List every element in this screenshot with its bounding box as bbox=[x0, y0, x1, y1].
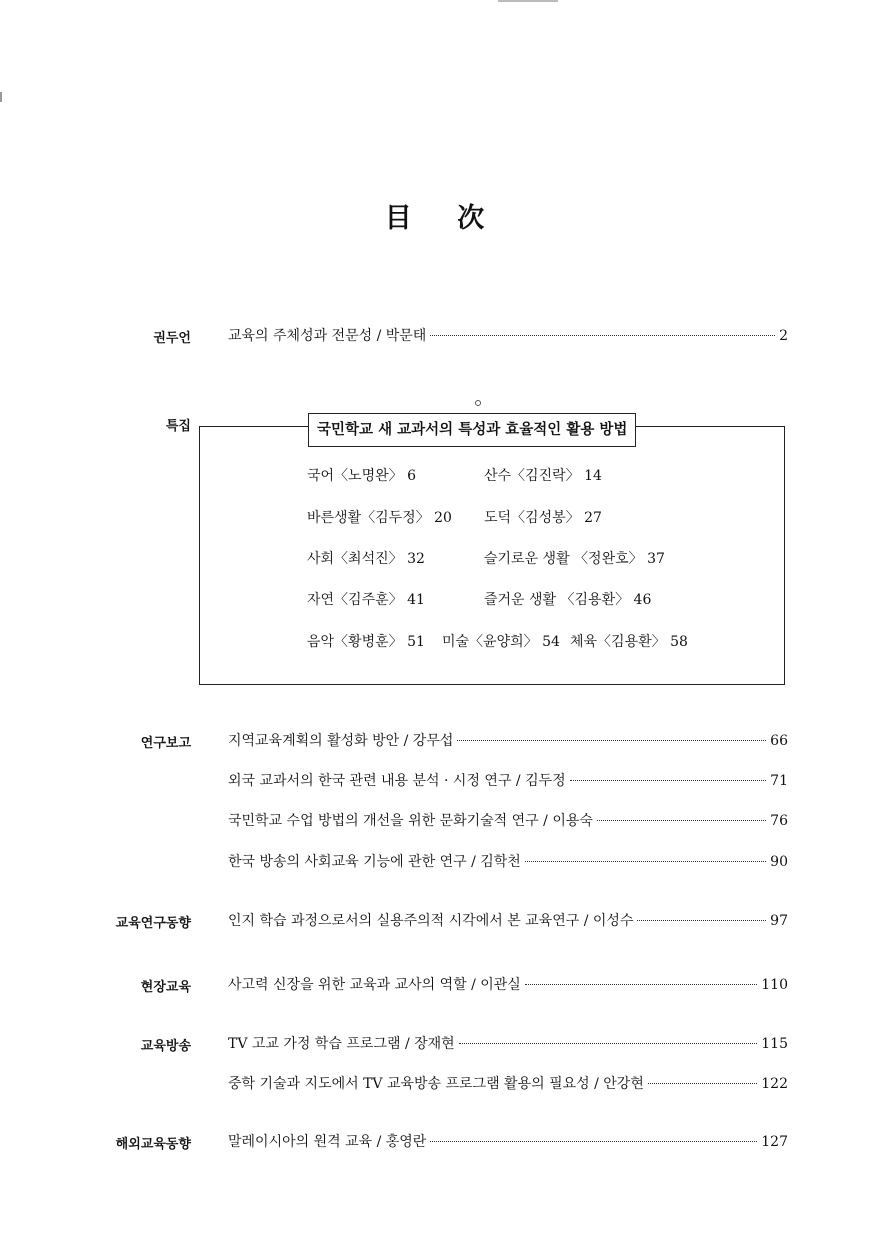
toc-entry[interactable] bbox=[228, 810, 788, 830]
leader-dots bbox=[457, 740, 766, 741]
special-item[interactable]: 음악〈황병훈〉 51 bbox=[307, 634, 425, 650]
toc-entry[interactable] bbox=[228, 730, 788, 750]
special-item[interactable]: 슬기로운 생활 〈정완호〉 37 bbox=[484, 551, 665, 567]
entry-page: 76 bbox=[770, 813, 788, 829]
leader-dots bbox=[637, 920, 766, 921]
toc-entry[interactable] bbox=[228, 851, 788, 871]
special-item[interactable]: 체육〈김용환〉 58 bbox=[570, 634, 688, 650]
entry-page: 66 bbox=[770, 733, 788, 749]
toc-entry[interactable] bbox=[228, 910, 788, 930]
section-label-trends: 교육연구동향 bbox=[115, 916, 191, 931]
entry-title: 지역교육계획의 활성화 방안 / 강무섭 bbox=[228, 733, 454, 749]
entry-page: 115 bbox=[761, 1036, 788, 1052]
entry-page: 71 bbox=[770, 773, 788, 789]
entry-title: 말레이시아의 원격 교육 / 홍영란 bbox=[228, 1134, 427, 1150]
page-title: 目 次 bbox=[384, 203, 503, 234]
entry-title: 인지 학습 과정으로서의 실용주의적 시각에서 본 교육연구 / 이성수 bbox=[228, 913, 634, 929]
special-item[interactable]: 바른생활〈김두정〉 20 bbox=[307, 510, 452, 526]
section-label-foreword: 권두언 bbox=[153, 331, 191, 346]
leader-dots bbox=[570, 780, 767, 781]
entry-title: 외국 교과서의 한국 관련 내용 분석 · 시정 연구 / 김두정 bbox=[228, 773, 566, 789]
leader-dots bbox=[430, 335, 775, 336]
toc-entry[interactable] bbox=[228, 1033, 788, 1053]
toc-entry[interactable] bbox=[228, 1131, 788, 1151]
special-item[interactable]: 산수〈김진락〉 14 bbox=[484, 468, 602, 484]
entry-page: 122 bbox=[761, 1076, 788, 1092]
entry-page: 90 bbox=[770, 854, 788, 870]
special-item[interactable]: 자연〈김주훈〉 41 bbox=[307, 592, 425, 608]
toc-entry[interactable] bbox=[228, 1073, 788, 1093]
leader-dots bbox=[525, 984, 757, 985]
left-edge-mark bbox=[0, 92, 2, 102]
special-item[interactable]: 국어〈노명완〉 6 bbox=[307, 468, 416, 484]
special-item[interactable]: 도덕〈김성봉〉 27 bbox=[484, 510, 602, 526]
special-item[interactable]: 미술〈윤양희〉 54 bbox=[442, 634, 560, 650]
entry-title: TV 고교 가정 학습 프로그램 / 장재현 bbox=[228, 1036, 455, 1052]
entry-page: 110 bbox=[761, 977, 788, 993]
section-label-research: 연구보고 bbox=[140, 736, 191, 751]
leader-dots bbox=[525, 861, 766, 862]
leader-dots bbox=[430, 1141, 757, 1142]
toc-entry[interactable] bbox=[228, 974, 788, 994]
special-item[interactable]: 사회〈최석진〉 32 bbox=[307, 551, 425, 567]
top-edge-mark bbox=[498, 0, 558, 2]
section-label-overseas: 해외교육동향 bbox=[115, 1137, 191, 1152]
leader-dots bbox=[459, 1043, 758, 1044]
entry-title: 한국 방송의 사회교육 기능에 관한 연구 / 김학천 bbox=[228, 854, 521, 870]
toc-entry[interactable] bbox=[228, 325, 788, 345]
section-label-special: 특집 bbox=[165, 419, 191, 434]
section-label-field: 현장교육 bbox=[140, 980, 191, 995]
section-label-broadcast: 교육방송 bbox=[140, 1039, 191, 1054]
special-item[interactable]: 즐거운 생활 〈김용환〉 46 bbox=[484, 592, 652, 608]
toc-entry[interactable] bbox=[228, 770, 788, 790]
entry-page: 127 bbox=[761, 1134, 788, 1150]
entry-page: 97 bbox=[770, 913, 788, 929]
small-circle-mark bbox=[475, 400, 481, 406]
special-feature-title[interactable]: 국민학교 새 교과서의 특성과 효율적인 활용 방법 bbox=[308, 413, 636, 447]
leader-dots bbox=[597, 820, 766, 821]
entry-title: 사고력 신장을 위한 교육과 교사의 역할 / 이관실 bbox=[228, 977, 521, 993]
entry-title: 교육의 주체성과 전문성 / 박문태 bbox=[228, 328, 427, 344]
entry-title: 국민학교 수업 방법의 개선을 위한 문화기술적 연구 / 이용숙 bbox=[228, 813, 593, 829]
entry-title: 중학 기술과 지도에서 TV 교육방송 프로그램 활용의 필요성 / 안강현 bbox=[228, 1076, 644, 1092]
leader-dots bbox=[648, 1083, 757, 1084]
entry-page: 2 bbox=[779, 328, 788, 344]
